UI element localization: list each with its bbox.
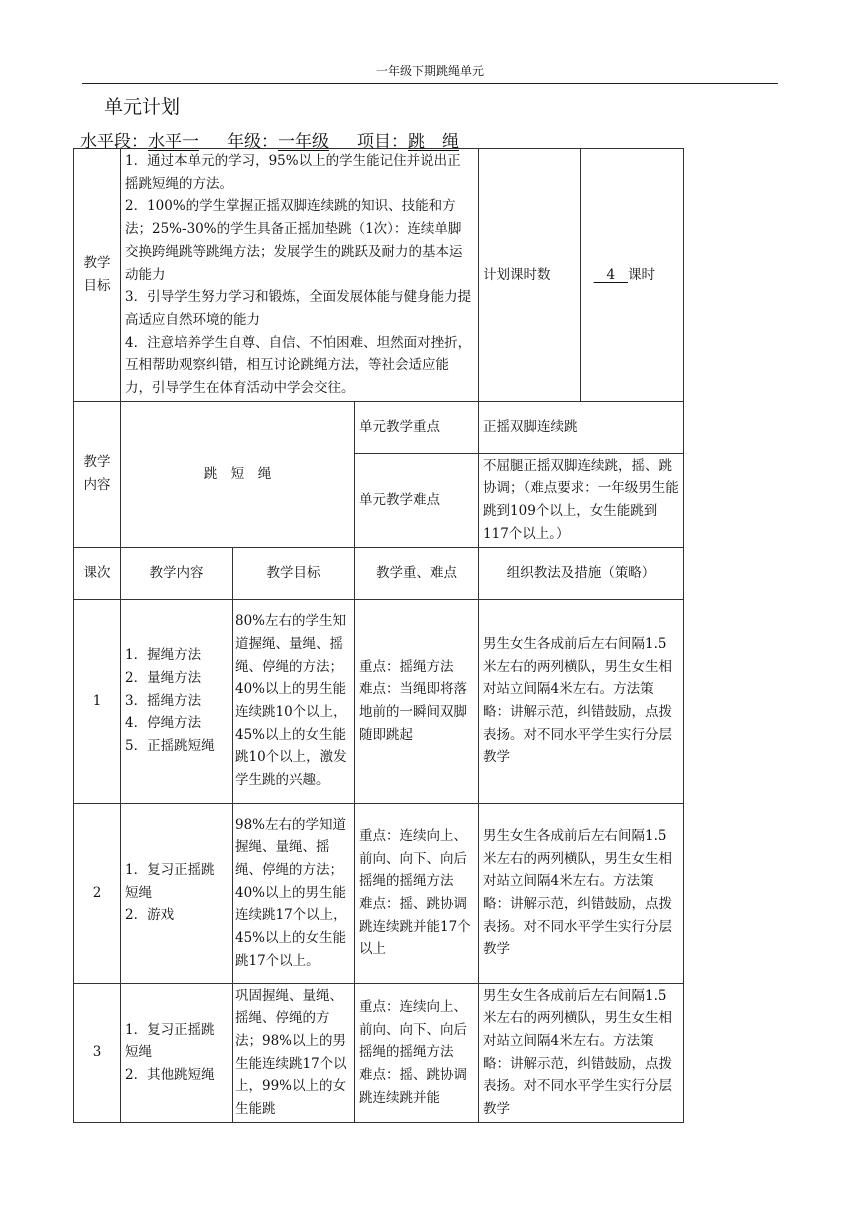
lesson-number: 3 xyxy=(74,983,121,1122)
lesson-content: 1．复习正摇跳短绳 2．游戏 xyxy=(121,803,233,983)
unit-plan-table xyxy=(73,148,684,1123)
lesson-row xyxy=(74,599,684,803)
grade-label: 年级： xyxy=(227,132,278,152)
project-value: 跳 绳 xyxy=(408,132,459,152)
objectives-text: 1．通过本单元的学习，95%以上的学生能记住并说出正摇跳短绳的方法。 2．100%的学生掌握正摇双脚连续跳的知识、技能和方法；25%-30%的学生具备正摇加垫跳（1次）：连续单脚交换跨绳跳等跳绳方法；发展学生的跳跃及耐力的基本运动能力 3．引导学生努力学习和锻炼，全面发展体能与健身能力提高适应自然环境的能力 4．注意培养学生自尊、自信、不怕困难、坦然面对挫折，互相帮助观察纠错，相互讨论跳绳方法，等社会适应能力，引导学生在体育活动中学会交往。 xyxy=(121,149,479,402)
difficulty-label: 单元教学难点 xyxy=(355,453,479,547)
lesson-row xyxy=(74,803,684,983)
page-title: 单元计划 xyxy=(104,96,181,118)
objectives-row xyxy=(74,149,684,402)
level-label: 水平段： xyxy=(80,132,148,152)
col-header-content: 教学内容 xyxy=(121,547,233,599)
page-header: 一年级下期跳绳单元 xyxy=(82,62,778,84)
lesson-key-points: 重点：摇绳方法 难点：当绳即将落地前的一瞬间双脚随即跳起 xyxy=(355,599,479,803)
hours-unit: 课时 xyxy=(627,266,655,283)
lesson-row xyxy=(74,983,684,1122)
lesson-key-points: 重点：连续向上、前向、向下、向后摇绳的摇绳方法 难点：摇、跳协调跳连续跳并能17个以上 xyxy=(355,803,479,983)
level-value: 水平一 xyxy=(148,132,199,152)
lesson-goal: 巩固握绳、量绳、摇绳、停绳的方法；98%以上的男生能连续跳17个以上，99%以上的女生能跳 xyxy=(233,983,355,1122)
hours-value: 4 xyxy=(606,266,616,283)
col-header-lesson: 课次 xyxy=(74,547,121,599)
lesson-goal: 98%左右的学知道握绳、量绳、摇绳、停绳的方法；40%以上的男生能连续跳17个以上，45%以上的女生能跳17个以上。 xyxy=(233,803,355,983)
col-header-key: 教学重、难点 xyxy=(355,547,479,599)
content-label: 教学 内容 xyxy=(74,401,121,547)
lesson-method: 男生女生各成前后左右间隔1.5米左右的两列横队，男生女生相对站立间隔4米左右。方法策略：讲解示范，纠错鼓励，点拨表扬。对不同水平学生实行分层教学 xyxy=(479,599,684,803)
key-point-label: 单元教学重点 xyxy=(355,401,479,453)
hours-cell xyxy=(581,149,684,402)
objectives-label: 教学 目标 xyxy=(74,149,121,402)
difficulty-value: 不屈腿正摇双脚连续跳，摇、跳协调；（难点要求：一年级男生能跳到109个以上，女生能跳到117个以上。） xyxy=(479,453,684,547)
lesson-goal: 80%左右的学生知道握绳、量绳、摇绳、停绳的方法；40%以上的男生能连续跳10个以上，45%以上的女生能跳10个以上，激发学生跳的兴趣。 xyxy=(233,599,355,803)
content-value: 跳 短 绳 xyxy=(121,401,355,547)
lesson-method: 男生女生各成前后左右间隔1.5米左右的两列横队，男生女生相对站立间隔4米左右。方法策略：讲解示范，纠错鼓励，点拨表扬。对不同水平学生实行分层教学 xyxy=(479,803,684,983)
key-point-value: 正摇双脚连续跳 xyxy=(479,401,684,453)
lesson-method: 男生女生各成前后左右间隔1.5米左右的两列横队，男生女生相对站立间隔4米左右。方法策略：讲解示范，纠错鼓励，点拨表扬。对不同水平学生实行分层教学 xyxy=(479,983,684,1122)
col-header-method: 组织教法及措施（策略） xyxy=(479,547,684,599)
lesson-number: 2 xyxy=(74,803,121,983)
lesson-number: 1 xyxy=(74,599,121,803)
lesson-content: 1．复习正摇跳短绳 2．其他跳短绳 xyxy=(121,983,233,1122)
grade-value: 一年级 xyxy=(278,132,329,152)
col-header-goal: 教学目标 xyxy=(233,547,355,599)
hours-label: 计划课时数 xyxy=(479,149,581,402)
content-row xyxy=(74,401,684,453)
lesson-content: 1．握绳方法 2．量绳方法 3．摇绳方法 4．停绳方法 5．正摇跳短绳 xyxy=(121,599,233,803)
column-header-row xyxy=(74,547,684,599)
lesson-key-points: 重点：连续向上、前向、向下、向后摇绳的摇绳方法 难点：摇、跳协调跳连续跳并能 xyxy=(355,983,479,1122)
project-label: 项目： xyxy=(357,132,408,152)
